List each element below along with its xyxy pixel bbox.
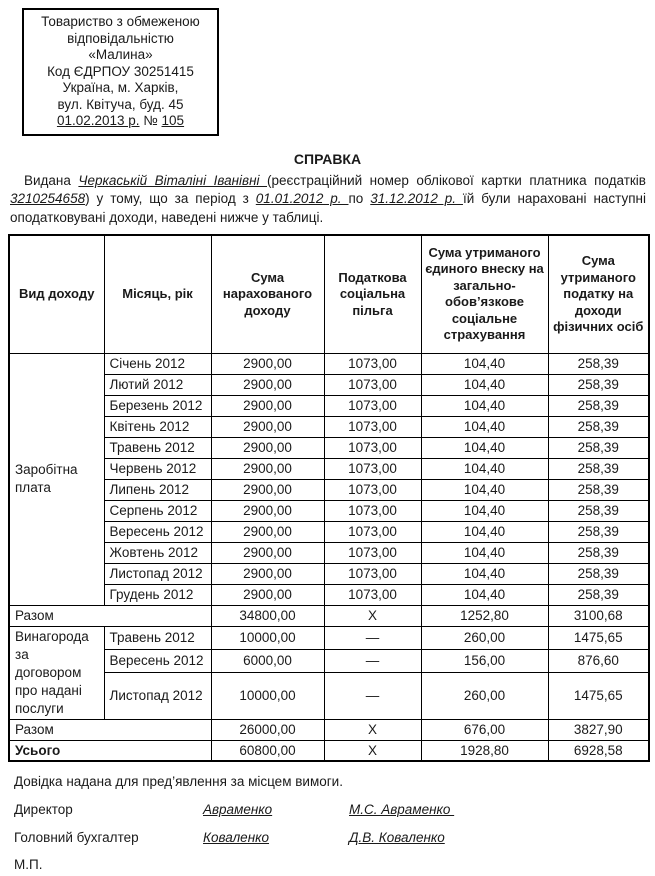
cell-income: 2900,00: [211, 521, 324, 542]
letterhead-box: [22, 8, 219, 136]
number-sign: №: [143, 113, 158, 128]
cell-esv: 104,40: [421, 395, 548, 416]
subtotal-label: Разом: [9, 719, 211, 740]
table-row: [9, 437, 649, 458]
table-row: [9, 479, 649, 500]
cell-benefit: Х: [324, 719, 421, 740]
grand-total-label: Усього: [9, 740, 211, 761]
signature-handwriting: [203, 802, 349, 817]
cell-esv: 104,40: [421, 458, 548, 479]
cell-income: 60800,00: [211, 740, 324, 761]
cell-esv: 104,40: [421, 500, 548, 521]
cell-esv: 104,40: [421, 437, 548, 458]
cell-month: Вересень 2012: [104, 521, 211, 542]
col-header-accrued-income: Сума нарахованого доходу: [211, 235, 324, 353]
cell-benefit: Х: [324, 605, 421, 626]
table-row: [9, 626, 649, 649]
purpose-note: Довідка надана для пред’явлення за місцем вимоги.: [14, 774, 343, 789]
cell-pdfo: 876,60: [548, 649, 649, 672]
signature-text: Коваленко: [203, 830, 270, 845]
cell-income: 2900,00: [211, 437, 324, 458]
intro-text: по: [348, 191, 371, 206]
cell-esv: 104,40: [421, 416, 548, 437]
cell-income: 2900,00: [211, 458, 324, 479]
signature-row-accountant: [14, 830, 655, 845]
cell-benefit: —: [324, 649, 421, 672]
cell-income: 2900,00: [211, 416, 324, 437]
company-brand-line: «Малина»: [88, 47, 153, 62]
cell-pdfo: 258,39: [548, 416, 649, 437]
table-row: [9, 521, 649, 542]
cell-benefit: 1073,00: [324, 353, 421, 374]
period-start-date: 01.01.2012 р.: [255, 191, 349, 206]
cell-benefit: 1073,00: [324, 374, 421, 395]
cell-pdfo: 258,39: [548, 395, 649, 416]
cell-month: Серпень 2012: [104, 500, 211, 521]
subtotal-row: [9, 719, 649, 740]
cell-income: 2900,00: [211, 395, 324, 416]
cell-pdfo: 258,39: [548, 563, 649, 584]
table-row: [9, 500, 649, 521]
cell-month: Квітень 2012: [104, 416, 211, 437]
signature-fullname: [349, 802, 454, 817]
signature-name-text: М.С. Авраменко: [349, 802, 455, 817]
col-header-income-type: Вид доходу: [9, 235, 104, 353]
cell-pdfo: 258,39: [548, 542, 649, 563]
cell-benefit: 1073,00: [324, 437, 421, 458]
cell-benefit: 1073,00: [324, 416, 421, 437]
cell-pdfo: 3827,90: [548, 719, 649, 740]
cell-benefit: 1073,00: [324, 521, 421, 542]
cell-income: 10000,00: [211, 626, 324, 649]
table-row: [9, 458, 649, 479]
document-date: 01.02.2013 р.: [56, 113, 140, 128]
document-date-number: [28, 113, 213, 130]
cell-month: Червень 2012: [104, 458, 211, 479]
cell-benefit: 1073,00: [324, 395, 421, 416]
signature-name-text: Д.В. Коваленко: [349, 830, 445, 845]
cell-esv: 104,40: [421, 374, 548, 395]
cell-esv: 260,00: [421, 626, 548, 649]
cell-pdfo: 258,39: [548, 521, 649, 542]
cell-month: Травень 2012: [104, 626, 211, 649]
document-number: 105: [161, 113, 185, 128]
recipient-name: Черкаській Віталіні Іванівні: [78, 172, 268, 188]
table-header-row: [9, 235, 649, 353]
cell-pdfo: 258,39: [548, 584, 649, 605]
intro-text: їй були нараховані наступні оподатковувані доходи, наведені нижче у таблиці.: [10, 191, 647, 225]
company-address-line: Україна, м. Харків,: [62, 80, 179, 95]
cell-pdfo: 258,39: [548, 458, 649, 479]
income-type-cell: Заробітна плата: [9, 353, 104, 605]
signature-position: Директор: [14, 802, 73, 817]
cell-benefit: Х: [324, 740, 421, 761]
table-row: [9, 353, 649, 374]
cell-month: Липень 2012: [104, 479, 211, 500]
table-row: [9, 563, 649, 584]
cell-pdfo: 258,39: [548, 500, 649, 521]
income-type-cell: Винагорода за договором про надані послуги: [9, 626, 104, 719]
cell-month: Лютий 2012: [104, 374, 211, 395]
signature-fullname: [349, 830, 445, 845]
cell-income: 2900,00: [211, 374, 324, 395]
cell-income: 2900,00: [211, 500, 324, 521]
cell-income: 6000,00: [211, 649, 324, 672]
cell-pdfo: 258,39: [548, 374, 649, 395]
col-header-esv: Сума утриманого єдиного внеску на загально-обов’язкове соціальне страхування: [421, 235, 548, 353]
cell-benefit: 1073,00: [324, 542, 421, 563]
cell-esv: 104,40: [421, 479, 548, 500]
cell-month: Травень 2012: [104, 437, 211, 458]
cell-esv: 260,00: [421, 673, 548, 720]
cell-month: Березень 2012: [104, 395, 211, 416]
company-address-line: вул. Квітуча, буд. 45: [57, 96, 184, 112]
tax-id: 3210254658: [10, 191, 86, 206]
col-header-social-benefit: Податкова соціальна пільга: [324, 235, 421, 353]
cell-pdfo: 6928,58: [548, 740, 649, 761]
cell-month: Листопад 2012: [104, 563, 211, 584]
subtotal-label: Разом: [9, 605, 211, 626]
cell-benefit: —: [324, 673, 421, 720]
table-row: [9, 673, 649, 720]
subtotal-row: [9, 605, 649, 626]
grand-total-row: [9, 740, 649, 761]
cell-benefit: 1073,00: [324, 458, 421, 479]
cell-esv: 104,40: [421, 353, 548, 374]
cell-benefit: —: [324, 626, 421, 649]
cell-income: 2900,00: [211, 584, 324, 605]
intro-lead: Видана: [24, 172, 79, 188]
cell-benefit: 1073,00: [324, 500, 421, 521]
table-row: [9, 395, 649, 416]
cell-esv: 156,00: [421, 649, 548, 672]
intro-text: (реєстраційний номер облікової картки платника податків: [267, 172, 646, 188]
cell-income: 2900,00: [211, 542, 324, 563]
cell-month: Вересень 2012: [104, 649, 211, 672]
cell-benefit: 1073,00: [324, 479, 421, 500]
income-table: [8, 234, 650, 762]
cell-income: 26000,00: [211, 719, 324, 740]
cell-income: 2900,00: [211, 479, 324, 500]
cell-income: 2900,00: [211, 353, 324, 374]
cell-esv: 1928,80: [421, 740, 548, 761]
period-end-date: 31.12.2012 р.: [370, 191, 463, 206]
cell-esv: 1252,80: [421, 605, 548, 626]
signature-text: Авраменко: [203, 802, 273, 817]
company-name-line: відповідальністю: [67, 30, 174, 46]
cell-month: Листопад 2012: [104, 673, 211, 720]
intro-paragraph: [10, 172, 646, 228]
cell-pdfo: 3100,68: [548, 605, 649, 626]
cell-income: 34800,00: [211, 605, 324, 626]
cell-esv: 104,40: [421, 521, 548, 542]
table-row: [9, 542, 649, 563]
cell-esv: 104,40: [421, 584, 548, 605]
cell-benefit: 1073,00: [324, 563, 421, 584]
cell-month: Грудень 2012: [104, 584, 211, 605]
cell-benefit: 1073,00: [324, 584, 421, 605]
col-header-month: Місяць, рік: [104, 235, 211, 353]
cell-pdfo: 258,39: [548, 353, 649, 374]
table-row: [9, 416, 649, 437]
page-title: СПРАВКА: [293, 150, 362, 167]
cell-esv: 676,00: [421, 719, 548, 740]
table-row: [9, 374, 649, 395]
cell-pdfo: 1475,65: [548, 673, 649, 720]
company-edrpou-line: Код ЄДРПОУ 30251415: [47, 63, 194, 79]
cell-pdfo: 1475,65: [548, 626, 649, 649]
cell-month: Жовтень 2012: [104, 542, 211, 563]
cell-income: 10000,00: [211, 673, 324, 720]
cell-esv: 104,40: [421, 542, 548, 563]
table-row: [9, 649, 649, 672]
table-row: [9, 584, 649, 605]
cell-month: Січень 2012: [104, 353, 211, 374]
signature-row-director: [14, 802, 655, 817]
signature-handwriting: [203, 830, 349, 845]
col-header-pdfo: Сума утриманого податку на доходи фізичних осіб: [548, 235, 649, 353]
company-name-line: Товариство з обмеженою: [41, 14, 200, 29]
seal-placeholder: М.П.: [14, 857, 43, 872]
cell-pdfo: 258,39: [548, 479, 649, 500]
intro-text: ) у тому, що за період з: [85, 191, 256, 206]
cell-income: 2900,00: [211, 563, 324, 584]
signature-position: Головний бухгалтер: [14, 830, 139, 845]
cell-esv: 104,40: [421, 563, 548, 584]
cell-pdfo: 258,39: [548, 437, 649, 458]
